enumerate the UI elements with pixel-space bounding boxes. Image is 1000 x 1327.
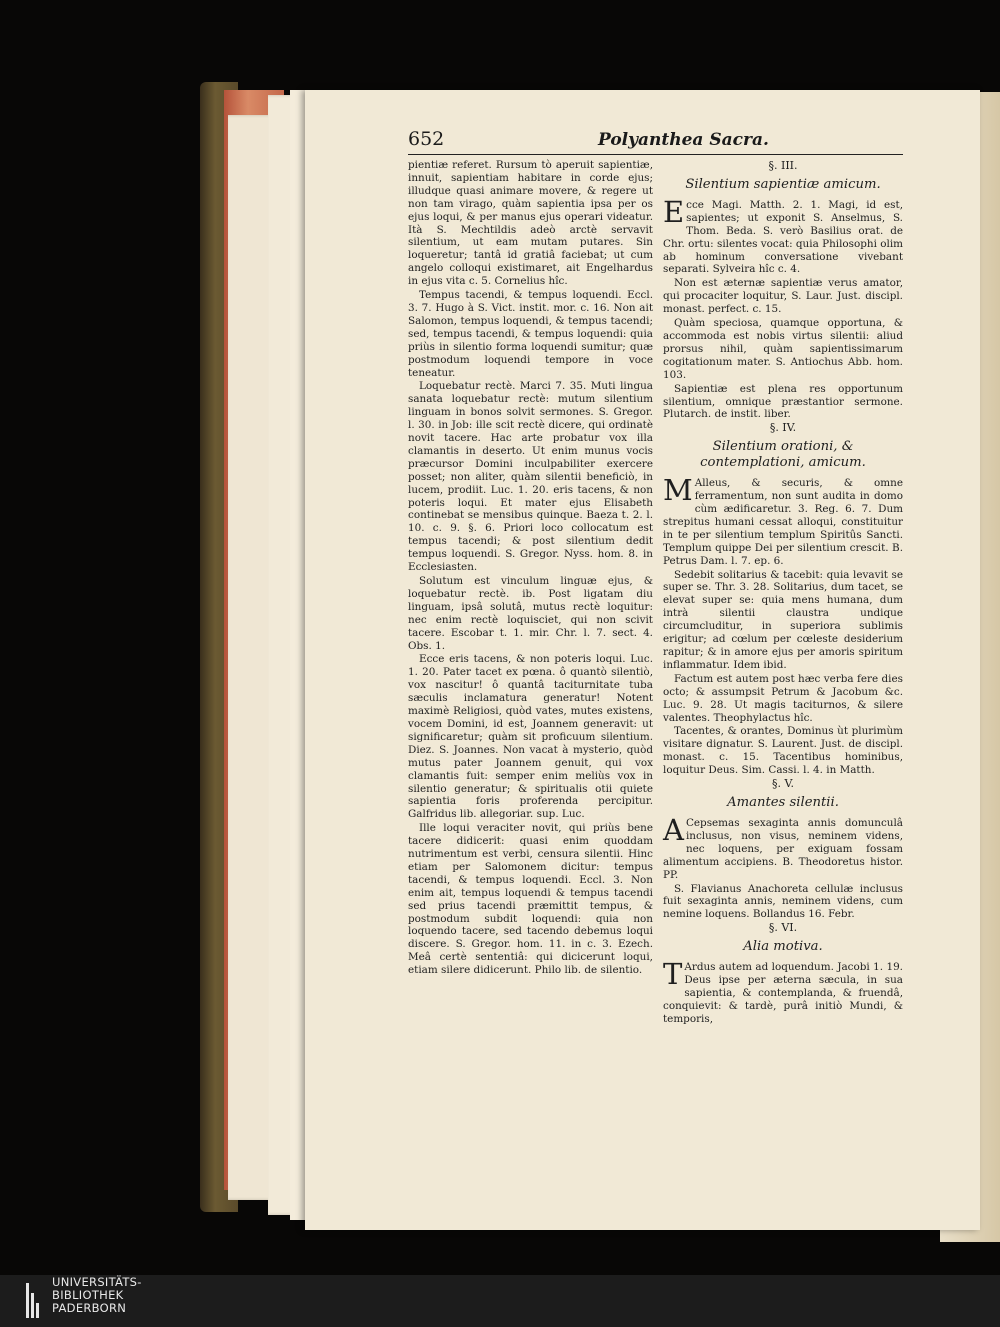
section-number: §. IV. — [769, 421, 797, 435]
paragraph: Solutum est vinculum linguæ ejus, & loquebatur rectè. ib. Post ligatam diu linguam, ipsâ solutâ, mutus rectè loquitur: nec enim rectè loquisciet, qui non scivit tacere. Escobar t. 1. mir. Chr. l. 7. sect. 4. Obs. 1. — [408, 575, 653, 652]
paragraph: Sapientiæ est plena res opportunum silentium, omnique præstantior sermone. Plutarch. de instit. liber. — [663, 382, 903, 421]
left-column — [408, 159, 653, 978]
section-number: §. VI. — [768, 921, 798, 935]
paragraph: Loquebatur rectè. Marci 7. 35. Muti lingua sanata loquebatur rectè: mutum silentium linguam in bonos solvit sermones. S. Gregor. l. 30. in Job: ille scit rectè dicere, qui ordinatè novit tacere. Hac arte probatur vox illa clamantis in deserto. Ut enim munus vocis præcursor Domini inculpabiliter exercere posset; non aliter, quàm silentii beneficiò, in lucem, prodiit. Luc. 1. 20. eris tacens, & non poteris loqui. Et mater ejus Elisabeth continebat se mensibus quinque. Baeza t. 2. l. 10. c. 9. §. 6. Priori loco collocatum est tempus tacendi; & post silentium dedit tempus loquendi. S. Gregor. Nyss. hom. 8. in Ecclesiasten. — [408, 380, 653, 574]
section-number: §. III. — [768, 159, 798, 172]
paragraph: Factum est autem post hæc verba fere dies octo; & assumpsit Petrum & Jacobum &c. Luc. 9. 28. Ut magis taciturnos, & silere valentes. Theophylactus hîc. — [663, 672, 903, 724]
section-title: Silentium orationi, & contemplationi, amicum. — [700, 439, 866, 471]
drop-cap: E — [663, 194, 685, 229]
paragraph — [663, 473, 903, 567]
paragraph: Sedebit solitarius & tacebit: quia levavit se super se. Thr. 3. 28. Solitarius, dum tacet, se elevat super se: quia mens humana, dum intrà silentii claustra undique circumcluditur, in superiora sublimis erigitur; ad cœlum per cœleste desiderium rapitur; & in amore ejus per amoris spiritum inflammatur. Idem ibid. — [663, 568, 903, 671]
paragraph-text: cce Magi. Matth. 2. 1. Magi, id est, sapientes; ut exponit S. Anselmus, S. Thom. Beda. S. verò Basilius orat. de Chr. ortu: silentes vocat: quia Philosophi olim ab hominum conversatione vivebant separati. Sylveira hîc c. 4. — [663, 198, 903, 276]
drop-cap: A — [663, 812, 684, 847]
footer-bar — [0, 1275, 1000, 1327]
paragraph: Non est æternæ sapientiæ verus amator, qui procaciter loquitur, S. Laur. Just. discipl. monast. perfect. c. 15. — [663, 277, 903, 316]
paragraph: pientiæ referet. Rursum tò aperuit sapientiæ, innuit, sapientiam habitare in corde ejus; illudque quasi animare movere, & regere ut non tam virago, quàm sapientia ipsa per os ejus loqui, & per manus ejus operari videatur. Ità S. Mechtildis adeò arctè servavit silentium, ut eam mutam putares. Sin loqueretur; tantâ id gratiâ faciebat; ut cum angelo colloqui existimaret, ait Engelhardus in ejus vita c. 5. Cornelius hîc. — [408, 159, 653, 288]
paragraph — [663, 812, 903, 882]
paragraph: Tempus tacendi, & tempus loquendi. Eccl. 3. 7. Hugo à S. Vict. instit. mor. c. 16. Non ait Salomon, tempus loquendi, & tempus tacendi; sed, tempus tacendi, & tempus loquendi: quia priùs in silentio forma loquendi sumitur; quæ postmodum loquendi tempore in voce teneatur. — [408, 289, 653, 379]
paragraph-text: Cepsemas sexaginta annis domunculâ inclusus, non visus, neminem videns, nec loquens, per exiguam fossam alimentum accipiens. B. Theodoretus histor. PP. — [663, 816, 903, 881]
drop-cap: M — [663, 473, 693, 508]
section-title: Silentium sapientiæ amicum. — [685, 176, 881, 192]
paragraph: Quàm speciosa, quamque opportuna, & accommoda est nobis virtus silentii: aliud prorsus nihil, quàm sapientissimarum cogitationum mater. S. Antiochus Abb. hom. 103. — [663, 317, 903, 381]
paragraph-text: Ardus autem ad loquendum. Jacobi 1. 19. Deus ipse per æterna sæcula, in sua sapientia, & contemplanda, & fruendâ, conquievit: & tardè, purâ initiò Mundi, & temporis, — [663, 961, 903, 1025]
running-title: Polyanthea Sacra. — [598, 130, 769, 150]
paragraph-text: Alleus, & securis, & omne ferramentum, non sunt audita in domo cùm ædificaretur. 3. Reg. 6. 7. Dum strepitus humani cessat alloqui, constituitur in te per silentium templum Spiritûs Sancti. Templum quippe Dei per silentium crescit. B. Petrus Dam. l. 7. ep. 6. — [663, 477, 903, 567]
book-page — [305, 90, 980, 1230]
library-logo-text — [52, 1276, 142, 1315]
drop-cap: T — [663, 957, 683, 992]
paragraph: Ecce eris tacens, & non poteris loqui. Luc. 1. 20. Pater tacet ex pœna. ô quantò silentiò, vox nascitur! ô quantâ taciturnitate tuba sæculis inclamatura generatur! Notent maximè Religiosi, quòd vates, mutes existens, vocem Domini, id est, Joannem generavit: ut significaretur; quàm sit proficuum silentium. Diez. S. Joannes. Non vacat à mysterio, quòd mutus pater Joannem genuit, qui vox clamantis fuit: semper enim meliùs vox in silentio generatur; & spiritualis otii quiete sapientia foris proferenda percipitur. Galfridus lib. allegoriar. sup. Luc. — [408, 653, 653, 821]
paragraph: S. Flavianus Anachoreta cellulæ inclusus fuit sexaginta annis, neminem videns, cum nemine loquens. Bollandus 16. Febr. — [663, 882, 903, 921]
paragraph — [663, 957, 903, 1026]
library-logo-icon — [26, 1283, 38, 1318]
section-number: §. V. — [771, 777, 794, 791]
paragraph: Tacentes, & orantes, Dominus ùt plurimùm visitare dignatur. S. Laurent. Just. de discipl. monast. c. 15. Tacentibus hominibus, loquitur Deus. Sim. Cassi. l. 4. in Matth. — [663, 725, 903, 777]
paragraph: Ille loqui veraciter novit, qui priùs bene tacere didicerit: quasi enim quoddam nutrimentum est verbi, censura silentii. Hinc etiam per Salomonem dicitur: tempus tacendi, & tempus loquendi. Eccl. 3. Non enim ait, tempus loquendi & tempus tacendi sed prius tacendi præmittit tempus, & postmodum subdit loquendi: quia non loquendo tacere, sed tacendo debemus loqui discere. S. Gregor. hom. 11. in c. 3. Ezech. Meâ certè sententiâ: qui dicicerunt loqui, etiam silere didicerunt. Philo lib. de silentio. — [408, 822, 653, 977]
section-title: Amantes silentii. — [727, 794, 839, 810]
page-header — [408, 128, 903, 155]
paragraph — [663, 194, 903, 276]
logo-line: BIBLIOTHEK — [52, 1288, 124, 1302]
right-column — [663, 159, 903, 1027]
page-number: 652 — [408, 128, 445, 150]
logo-line: PADERBORN — [52, 1301, 127, 1315]
section-title: Alia motiva. — [743, 939, 823, 955]
logo-line: UNIVERSITÄTS- — [52, 1275, 142, 1289]
